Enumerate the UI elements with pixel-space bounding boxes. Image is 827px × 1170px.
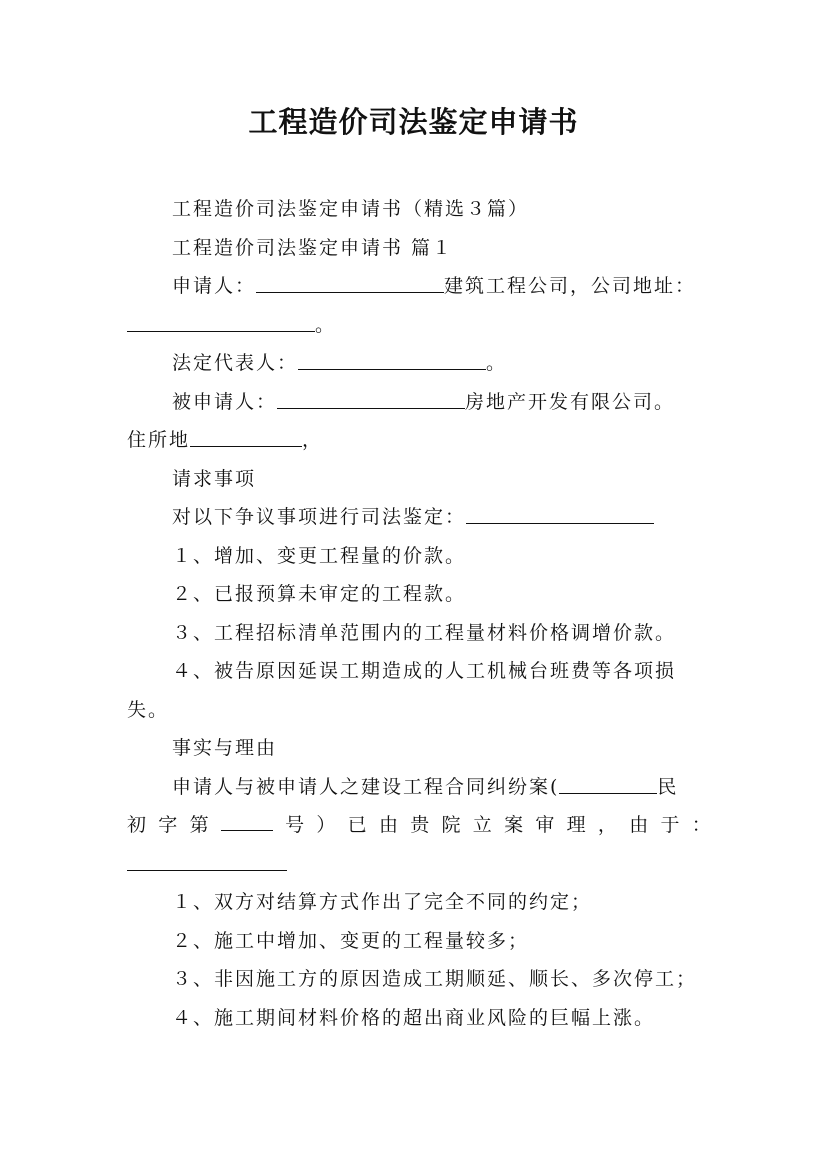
respondent-company-suffix: 房地产开发有限公司。 (465, 390, 676, 413)
request-item: １、增加、变更工程量的价款。 (172, 544, 467, 567)
reason-item: ２、施工中增加、变更的工程量较多； (172, 929, 530, 952)
requests-intro-blank (466, 505, 654, 524)
residence-blank (190, 428, 302, 447)
document-title: 工程造价司法鉴定申请书 (248, 105, 579, 139)
request-item-continuation: 失。 (127, 698, 170, 721)
facts-token: 案 (504, 814, 524, 836)
residence-label: 住所地 (127, 429, 191, 451)
case-seq-blank (221, 812, 273, 831)
facts-token: 立 (472, 814, 492, 836)
reason-item: ４、施工期间材料价格的超出商业风险的巨幅上涨。 (172, 1006, 656, 1029)
facts-token: 审 (535, 814, 555, 836)
respondent-residence-line (127, 421, 711, 460)
facts-token: 第 (189, 814, 209, 836)
applicant-line (127, 267, 711, 306)
applicant-address-line (127, 306, 711, 345)
legal-rep-label: 法定代表人： (172, 352, 299, 374)
legal-rep-end: 。 (486, 352, 508, 374)
applicant-label: 申请人： (172, 275, 257, 297)
respondent-label: 被申请人： (172, 390, 278, 413)
facts-heading: 事实与理由 (172, 737, 278, 759)
applicant-company-suffix: 建筑工程公司，公司地址： (444, 275, 697, 297)
facts-line-2 (127, 806, 711, 845)
case-number-blank (559, 774, 657, 793)
requests-intro: 对以下争议事项进行司法鉴定： (172, 506, 467, 528)
legal-rep-blank (298, 351, 486, 370)
facts-text: 申请人与被申请人之建设工程合同纠纷案( (172, 775, 560, 798)
facts-token: 由 (378, 814, 398, 836)
respondent-name-blank (277, 389, 465, 408)
applicant-address-blank (127, 312, 315, 331)
facts-reason-blank (127, 851, 287, 870)
facts-token: ） (316, 814, 336, 836)
respondent-line (127, 383, 711, 422)
request-item: ４、被告原因延误工期造成的人工机械台班费等各项损 (172, 660, 677, 682)
facts-token: 已 (347, 814, 367, 836)
facts-token: 理 (566, 814, 586, 836)
facts-line1-end: 民 (657, 775, 679, 798)
facts-token: ， (597, 814, 617, 836)
facts-token: 贵 (410, 814, 430, 836)
facts-token: 于 (660, 814, 680, 836)
facts-line-3 (127, 845, 711, 884)
residence-end: ， (302, 429, 324, 451)
section-label: 工程造价司法鉴定申请书 篇１ (172, 236, 454, 259)
facts-token: 院 (441, 814, 461, 836)
facts-line-1 (127, 768, 711, 807)
request-item: ２、已报预算未审定的工程款。 (172, 583, 467, 605)
facts-token: 由 (629, 814, 649, 836)
requests-heading: 请求事项 (172, 467, 257, 490)
document-body (127, 190, 711, 1037)
applicant-name-blank (256, 274, 444, 293)
facts-token: ： (691, 814, 711, 836)
legal-rep-line (127, 344, 711, 383)
applicant-address-end: 。 (315, 313, 337, 336)
facts-token: 字 (158, 814, 178, 836)
reason-item: ３、非因施工方的原因造成工期顺延、顺长、多次停工； (172, 968, 698, 990)
requests-intro-line (127, 498, 711, 537)
request-item: ３、工程招标清单范围内的工程量材料价格调增价款。 (172, 621, 677, 644)
facts-token: 号 (285, 814, 305, 836)
document-subtitle: 工程造价司法鉴定申请书（精选３篇） (172, 198, 530, 220)
facts-token: 初 (127, 814, 147, 836)
reason-item: １、双方对结算方式作出了完全不同的约定； (172, 891, 593, 913)
